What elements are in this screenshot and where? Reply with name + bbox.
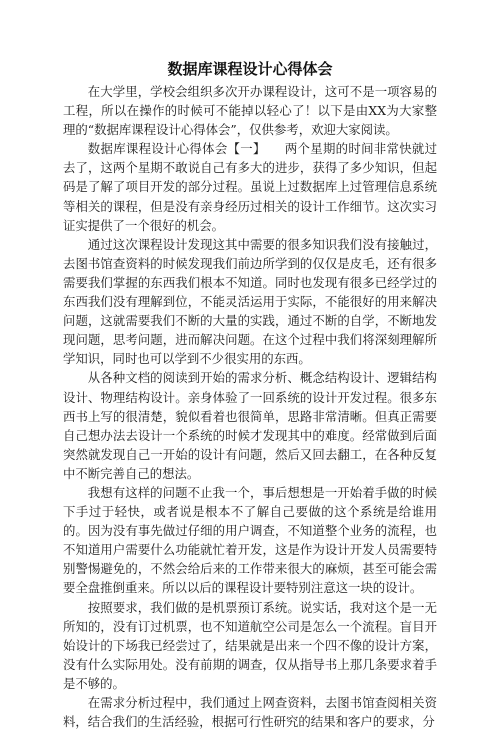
document-body [63,82,437,731]
paragraph-2: 通过这次课程设计发现这其中需要的很多知识我们没有接触过，去图书馆查资料的时候发现我们前边所学到的仅仅是皮毛，还有很多需要我们掌握的东西我们根本不知道。同时也发现有很多已经学过的东西我们没有理解到位，不能灵活运用于实际，不能很好的用来解决问题，这就需要我们不断的大量的实践，通过不断的自学，不断地发现问题，思考问题，进而解决问题。在这个过程中我们将深刻理解所学知识，同时也可以学到不少很实用的东西。 [63,236,437,367]
paragraph-intro: 在大学里，学校会组织多次开办课程设计，这可不是一项容易的工程，所以在操作的时候可不能掉以轻心了！以下是由XX为大家整理的“数据库课程设计心得体会”，仅供参考，欢迎大家阅读。 [63,84,437,138]
document-title: 数据库课程设计心得体会 [167,60,333,78]
paragraph-4: 我想有这样的问题不止我一个，事后想想是一开始着手做的时候下手过于轻快，或者说是根本不了解自己要做的这个系统是给谁用的。因为没有事先做过仔细的用户调查，不知道整个业务的流程，也不知道用户需要什么功能就忙着开发，这是作为设计开发人员需要特别警惕避免的，不然会给后来的工作带来很大的麻烦，甚至可能会需要全盘推倒重来。所以以后的课程设计要特别注意这一块的设计。 [63,484,437,596]
paragraph-5: 按照要求，我们做的是机票预订系统。说实话，我对这个是一无所知的，没有订过机票，也不知道航空公司是怎么一个流程。盲目开始设计的下场我已经尝过了，结果就是出来一个四不像的设计方案，没有什么实际用处。没有前期的调查，仅从指导书上那几条要求着手是不够的。 [63,599,437,691]
paragraph-3: 从各种文档的阅读到开始的需求分析、概念结构设计、逻辑结构设计、物理结构设计。亲身体验了一回系统的设计开发过程。很多东西书上写的很清楚，貌似看着也很简单，思路非常清晰。但真正需要自己想办法去设计一个系统的时候才发现其中的难度。经常做到后面突然就发现自己一开始的设计有问题，然后又回去翻工，在各种反复中不断完善自己的想法。 [63,370,437,481]
paragraph-1: 数据库课程设计心得体会【一】 两个星期的时间非常快就过去了，这两个星期不敢说自己有多大的进步，获得了多少知识，但起码是了解了项目开发的部分过程。虽说上过数据库上过管理信息系统等相关的课程，但是没有亲身经历过相关的设计工作细节。这次实习证实提供了一个很好的机会。 [63,141,437,233]
paragraph-6: 在需求分析过程中，我们通过上网查资料，去图书馆查阅相关资料，结合我们的生活经验，根据可行性研究的结果和客户的要求，分 [63,695,437,730]
